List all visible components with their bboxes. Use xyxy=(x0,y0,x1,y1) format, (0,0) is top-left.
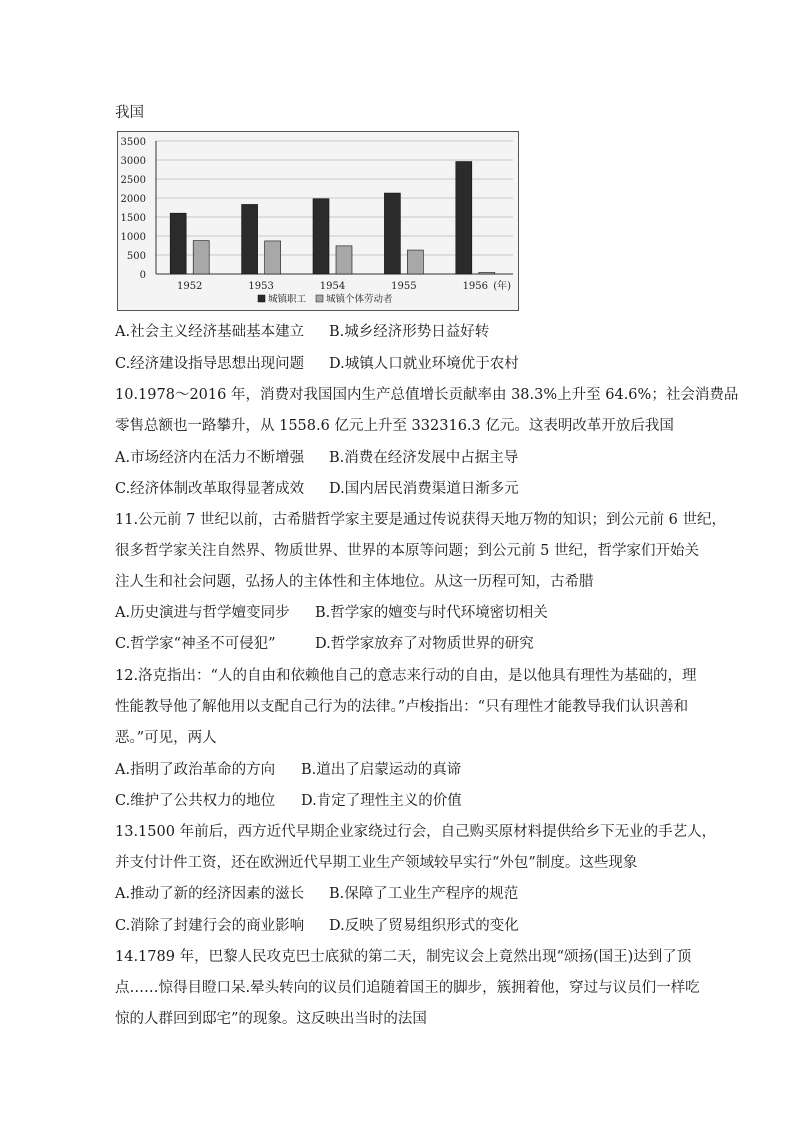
bar-workers-1956 xyxy=(456,162,472,274)
x-tick-label: 1953 xyxy=(248,281,274,292)
q9-option-d[interactable]: D.城镇人口就业环境优于农村 xyxy=(329,356,519,372)
q10-stem-line-1: 10.1978～2016 年，消费对我国国内生产总值增长贡献率由 38.3%上升至 64.6%；社会消费品 xyxy=(115,387,739,403)
legend-swatch xyxy=(316,295,323,302)
q12-option-b[interactable]: B.道出了启蒙运动的真谛 xyxy=(301,762,462,778)
q13-option-a[interactable]: A.推动了新的经济因素的滋长 xyxy=(115,886,305,902)
q11-stem-line-2: 很多哲学家关注自然界、物质世界、世界的本原等问题；到公元前 5 世纪，哲学家们开始关 xyxy=(115,543,699,559)
q10-option-d[interactable]: D.国内居民消费渠道日渐多元 xyxy=(329,481,519,497)
q12-option-d[interactable]: D.肯定了理性主义的价值 xyxy=(301,793,462,809)
q12-stem-line-3: 恶。”可见，两人 xyxy=(115,730,217,746)
legend-label: 城镇个体劳动者 xyxy=(326,294,393,305)
q12-stem-line-1: 12.洛克指出：“人的自由和依赖他自己的意志来行动的自由，是以他具有理性为基础的，理 xyxy=(115,668,697,684)
y-tick-label: 3000 xyxy=(120,156,146,167)
x-tick-label: 1952 xyxy=(176,281,203,292)
q13-option-b[interactable]: B.保障了工业生产程序的规范 xyxy=(329,886,519,902)
bar-workers-1953 xyxy=(242,204,258,274)
y-tick-label: 3500 xyxy=(120,137,146,148)
q14-stem-line-3: 惊的人群回到邸宅”的现象。这反映出当时的法国 xyxy=(115,1011,427,1027)
bar-individual-1954 xyxy=(336,246,352,274)
y-tick-label: 2500 xyxy=(120,175,146,186)
q9-option-a[interactable]: A.社会主义经济基础基本建立 xyxy=(115,324,305,340)
legend-swatch xyxy=(258,295,265,302)
q10-option-a[interactable]: A.市场经济内在活力不断增强 xyxy=(115,450,305,466)
y-tick-label: 500 xyxy=(126,251,146,262)
bar-chart xyxy=(117,131,519,311)
y-tick-label: 1000 xyxy=(120,232,146,243)
bar-workers-1955 xyxy=(384,193,400,274)
q10-option-c[interactable]: C.经济体制改革取得显著成效 xyxy=(115,481,305,497)
q9-option-b[interactable]: B.城乡经济形势日益好转 xyxy=(329,324,490,340)
bar-individual-1952 xyxy=(193,241,209,274)
q12-stem-line-2: 性能教导他了解他用以支配自己行为的法律。”卢梭指出：“只有理性才能教导我们认识善和 xyxy=(115,699,689,715)
x-axis-unit: (年) xyxy=(493,281,511,292)
q11-option-a[interactable]: A.历史演进与哲学嬗变同步 xyxy=(115,605,290,621)
q9-option-c[interactable]: C.经济建设指导思想出现问题 xyxy=(115,356,305,372)
y-tick-label: 0 xyxy=(139,270,146,281)
y-tick-label: 1500 xyxy=(120,213,146,224)
q11-option-c[interactable]: C.哲学家“神圣不可侵犯” xyxy=(115,636,276,652)
q11-stem-line-3: 注人生和社会问题，弘扬人的主体性和主体地位。从这一历程可知，古希腊 xyxy=(115,574,594,590)
q14-stem-line-2: 点……惊得目瞪口呆.晕头转向的议员们追随着国王的脚步，簇拥着他，穿过与议员们一样吃 xyxy=(115,980,700,996)
q10-stem-line-2: 零售总额也一路攀升，从 1558.6 亿元上升至 332316.3 亿元。这表明改革开放后我国 xyxy=(115,418,674,434)
q14-stem-line-1: 14.1789 年，巴黎人民攻克巴士底狱的第二天，制宪议会上竟然出现“颂扬(国王)达到了顶 xyxy=(115,949,692,965)
q13-stem-line-1: 13.1500 年前后，西方近代早期企业家绕过行会，自己购买原材料提供给乡下无业的手艺人， xyxy=(115,824,717,840)
q11-option-b[interactable]: B.哲学家的嬗变与时代环境密切相关 xyxy=(315,605,548,621)
q13-stem-line-2: 并支付计件工资，还在欧洲近代早期工业生产领域较早实行“外包”制度。这些现象 xyxy=(115,855,638,871)
q12-option-c[interactable]: C.维护了公共权力的地位 xyxy=(115,793,276,809)
bar-individual-1953 xyxy=(265,241,281,274)
q11-stem-line-1: 11.公元前 7 世纪以前，古希腊哲学家主要是通过传说获得天地万物的知识；到公元前 6 世纪， xyxy=(115,512,726,528)
x-tick-label: 1955 xyxy=(391,281,417,292)
x-tick-label: 1954 xyxy=(319,281,346,292)
bar-individual-1955 xyxy=(407,250,423,274)
x-tick-label: 1956 xyxy=(462,281,489,292)
legend-label: 城镇职工 xyxy=(268,294,307,305)
q12-option-a[interactable]: A.指明了政治革命的方向 xyxy=(115,762,276,778)
q11-option-d[interactable]: D.哲学家放弃了对物质世界的研究 xyxy=(315,636,534,652)
question-intro: 我国 xyxy=(115,105,144,121)
q13-option-d[interactable]: D.反映了贸易组织形式的变化 xyxy=(329,918,519,934)
bar-workers-1952 xyxy=(170,213,186,274)
chart-canvas xyxy=(118,132,518,310)
y-tick-label: 2000 xyxy=(120,194,146,205)
bar-workers-1954 xyxy=(313,199,329,274)
bar-individual-1956 xyxy=(479,272,495,274)
q10-option-b[interactable]: B.消费在经济发展中占据主导 xyxy=(329,450,519,466)
q13-option-c[interactable]: C.消除了封建行会的商业影响 xyxy=(115,918,305,934)
